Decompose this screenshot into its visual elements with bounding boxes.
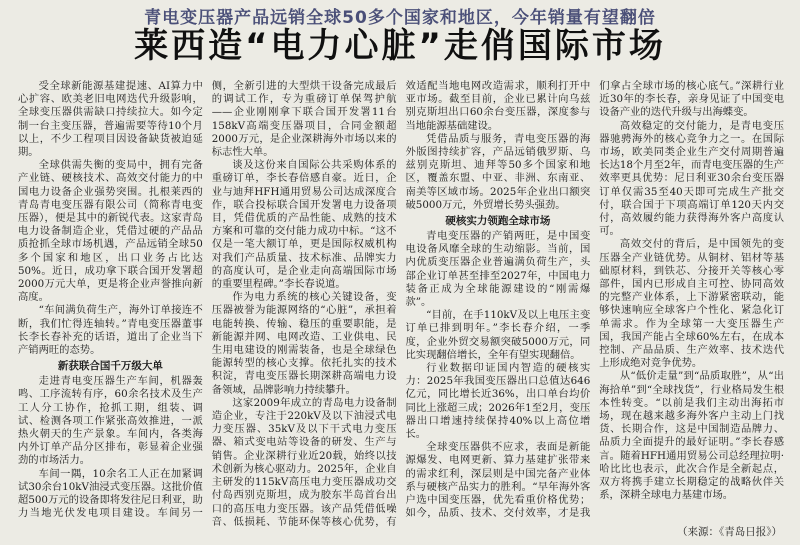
section-heading: 新获联合国千万级大单 (57, 360, 163, 373)
paragraph: “目前，在手110kV及以上电压主变订单已排到明年。”李长春介绍，一季度，企业外贸交易额突破5000万元，同比实现翻倍增长，全年有望实现翻倍。 (405, 309, 591, 361)
paragraph: 车间一隅，10余名工人正在加紧调试30余台10kV油浸式变压器。这批价值超500万元的设备即将发往尼日利亚，助力当地光伏发电项目建设。车间另一侧，全新引进的大型烘干设备完成最后的调试工作，专为重磅订单保驾护航——企业刚刚拿下联合国开发署11台158kV高端变压器项目，合同金额超2000万元，是企业深耕海外市场以来的标志性大单。 (18, 80, 397, 520)
article-headline: 莱西造“电力心脏”走俏国际市场 (134, 26, 666, 66)
paragraph: 走进青电变压器生产车间，机器轰鸣、工序流转有序，60余名技术及生产工人分工协作，抢抓工期，组装、调试、检测各项工作紧张高效推进，一派热火朝天的生产景象。车间内，各类海内外订单产品分区排布，彰显着企业强劲的市场活力。 (18, 375, 203, 467)
paragraph: 全球供需失衡的变局中，拥有完备产业链、硬核技术、高效交付能力的中国电力设备企业强势突围。扎根莱西的青岛青电变压器有限公司（简称青电变压器），便是其中的新锐代表。这家青岛电力设备制造企业，凭借过硬的产品品质抢抓全球市场机遇，产品远销全球50多个国家和地区，出口业务占比达50%。近日，成功拿下联合国开发署超2000万元大单，更是将企业声誉推向新高度。 (18, 159, 203, 304)
article-body (18, 80, 784, 532)
paragraph: 行业数据印证国内智造的硬核实力：2025年我国变压器出口总值达646亿元，同比增长近36%，出口单台均价同比上涨超三成；2026年1至2月，变压器出口增速持续保持40%以上高位增长。 (405, 362, 591, 441)
paragraph: 这家2009年成立的青岛电力设备制造企业，专注于220kV及以下油浸式电力变压器、35kV及以下干式电力变压器、箱式变电站等设备的研发、生产与销售。企业深耕行业近20载，始终以技术创新为核心驱动力。2025年，企业自主研发的115kV高压电力变压器成功交付岛西别克斯坦，成为胶东半岛首台出口的高压电力变压器。该产品凭借低噪音、低损耗、节能环保等核心优势，有效适配当地电网改造需求，顺利打开中亚市场。截至目前，企业已累计向乌兹别克斯坦出口60余台变压器，深度参与当地能源基础建设。 (211, 80, 591, 528)
paragraph: 高效稳定的交付能力，是青电变压器驰骋海外的核心竞争力之一。在国际市场，欧美同类企业生产交付周期普遍长达18个月至2年，而青电变压器的生产效率更具优势：尼日利亚30余台变压器订单仅需35至40天即可完成生产批交付，联合国于下项高端订单120天内交付，高效履约能力获得海外客户高度认可。 (599, 119, 784, 238)
paragraph: 从“低价走量”到“品质取胜”，从“出海拾单”到“全球找货”，行业格局发生根本性转变。“以前是我们主动出海拓市场，现在越来越多海外客户主动上门找货、长期合作，这是中国制造品牌力、品质力全面提升的最好证明。”李长春感言。随着HFH通用贸易公司总经理拉明·哈比比也表示，此次合作是全新起点，双方将携手建立长期稳定的战略伙伴关系，深耕全球电力基建市场。 (599, 370, 784, 502)
paragraph: 高效交付的背后，是中国领先的变压器全产业链优势。从铜材、铝材等基础原材料，到铁芯、分接开关等核心零部件，国内已形成自主可控、协同高效的完整产业体系，上下游紧密联动，能够快速响应全球客户个性化、紧急化订单需求。作为全球第一大变压器生产国，我国产能占全球60%左右，在成本控制、产品品质、生产效率、技术迭代上形成绝对竞争优势。 (599, 238, 784, 370)
paragraph: “车间满负荷生产，海外订单接连不断，我们忙得连轴转。”青电变压器董事长李长春补充的话语，道出了企业当下产销两旺的态势。 (18, 304, 203, 357)
paragraph: 作为电力系统的核心关键设备，变压器被誉为能源网络的“心脏”，承担着电能转换、传输、稳压的重要职能，是新能源并网、电网改造、工业供电、民生用电建设的刚需装备，也是全球绿色能源转型的核心支撑。依托扎实的技术积淀，青电变压器长期深耕高端电力设备领域，品牌影响力持续攀升。 (211, 291, 397, 396)
paragraph: 青电变压器的产销两旺，是中国变电设备风靡全球的生动缩影。当前，国内优质变压器企业普遍满负荷生产，头部企业订单甚至排至2027年，中国电力装备正成为全球能源建设的“刚需爆款”。 (405, 230, 591, 309)
paragraph: 全球变压器供不应求，表面是新能源爆发、电网更新、算力基建扩张带来的需求红利，深层则是中国完备产业体系与硬核产品实力的胜利。“早年海外客户选中国变压器，优先看重价格优势；如今，品质、技术、交付效率，才是我们拿占全球市场的核心底气。”深耕行业近30年的李长春，亲身见证了中国变电设备产业的迭代升级与出海蝶变。 (405, 80, 784, 520)
paragraph: 谈及这份来自国际公共采购体系的重磅订单，李长春倍感自豪。近日，企业与迪拜HFH通用贸易公司达成深度合作，联合投标联合国开发署电力设备项目，凭借优质的产品性能、成熟的技术方案和可靠的交付能力成功中标。“这不仅是一笔大额订单，更是国际权威机构对我们产品质量、技术标准、品牌实力的高度认可，是企业走向高端国际市场的重要里程碑。”李长春说道。 (211, 159, 397, 291)
paragraph: 受全球新能源基建提速、AI算力中心扩容、欧美老旧电网迭代升级影响，全球变压器供需缺口持续拉大。如今定制一台主变压器，普遍需要等待10个月以上，不少工程项目因设备缺货被迫延期。 (18, 80, 203, 159)
article-subtitle: 青电变压器产品远销全球50多个国家和地区，今年销量有望翻倍 (144, 8, 656, 28)
article-source: （来源：《青岛日报》） (671, 524, 782, 539)
section-heading: 硬核实力领跑全球市场 (445, 215, 551, 228)
paragraph: 凭借品质与服务，青电变压器的海外版图持续扩容，产品远销俄罗斯、乌兹别克斯坦、迪拜等50多个国家和地区，覆盖东盟、中亚、非洲、东南亚、南美等区域市场。2025年企业出口额突破5000万元，外贸增长势头强劲。 (405, 132, 591, 211)
